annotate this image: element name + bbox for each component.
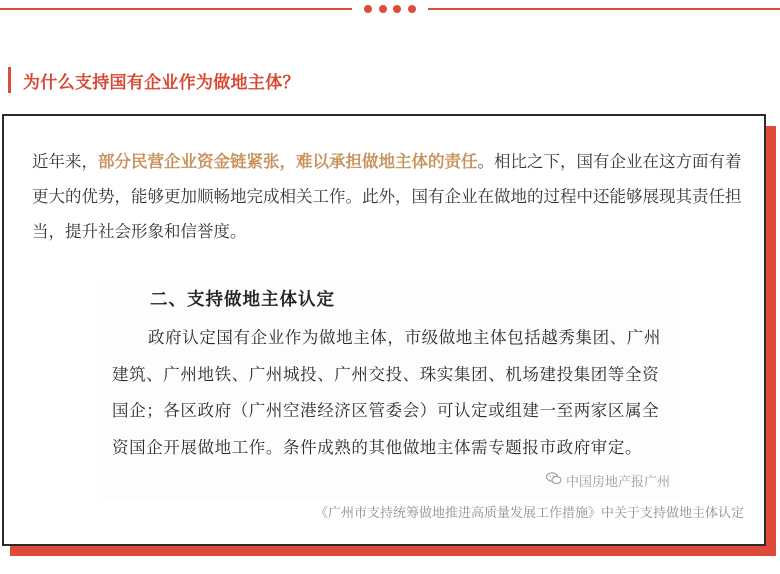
heading-text: 为什么支持国有企业作为做地主体？	[23, 72, 300, 93]
top-divider-right	[428, 8, 780, 10]
content-card	[2, 114, 766, 546]
dot-2	[379, 5, 387, 13]
intro-paragraph	[32, 144, 748, 249]
document-title: 二、支持做地主体认定	[150, 290, 335, 310]
decorative-dots	[364, 5, 416, 13]
heading-accent-bar	[8, 67, 11, 93]
document-excerpt-image	[102, 282, 680, 500]
dot-3	[393, 5, 401, 13]
wechat-icon	[546, 472, 562, 489]
watermark-text: 中国房地产报广州	[565, 475, 670, 490]
top-divider-left	[0, 8, 352, 10]
dot-1	[364, 5, 372, 13]
para-highlight: 部分民营企业资金链紧张，难以承担做地主体的责任	[98, 152, 478, 171]
document-body: 政府认定国有企业作为做地主体，市级做地主体包括越秀集团、广州建筑、广州地铁、广州城投、广州交投、珠实集团、机场建投集团等全资国企；各区政府（广州空港经济区管委会）可认定或组建一至两家区属全资国企开展做地工作。条件成熟的其他做地主体需专题报市政府审定。	[112, 328, 661, 457]
section-heading	[8, 66, 300, 94]
dot-4	[408, 5, 416, 13]
image-caption: 《广州市支持统筹做地推进高质量发展工作措施》中关于支持做地主体认定	[314, 506, 744, 521]
para-after: 。相比之下，国有企业在这方面有着更大的优势，能够更加顺畅地完成相关工作。此外，国有企业在做地的过程中还能够展现其责任担当，提升社会形象和信誉度。	[32, 152, 742, 241]
watermark	[546, 471, 670, 490]
para-before: 近年来，	[32, 152, 98, 171]
